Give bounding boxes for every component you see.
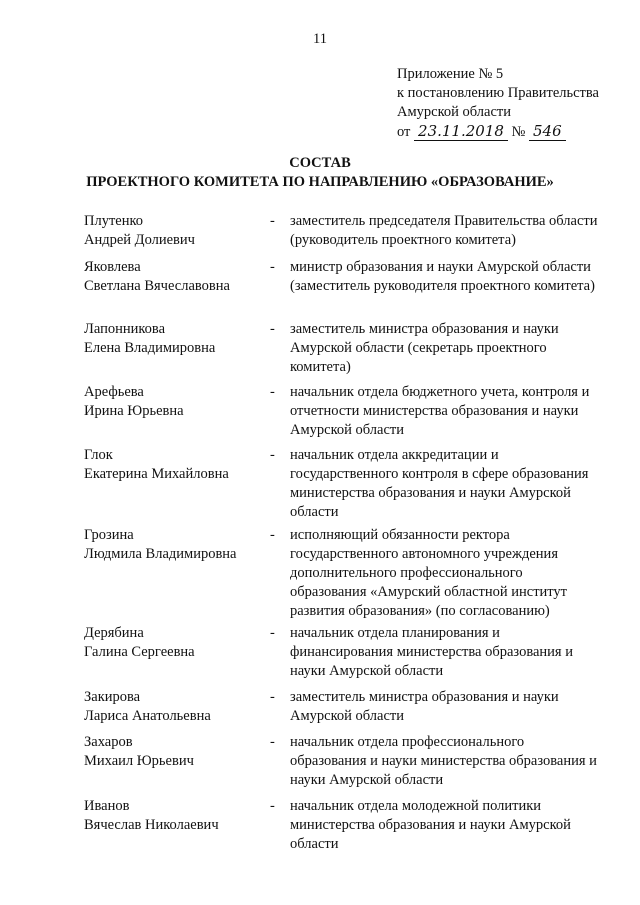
dash-separator: - bbox=[270, 447, 275, 463]
handwritten-date: 23.11.2018 bbox=[414, 122, 508, 141]
dash-separator: - bbox=[270, 259, 275, 275]
title-line-2: ПРОЕКТНОГО КОМИТЕТА ПО НАПРАВЛЕНИЮ «ОБРАЗОВАНИЕ» bbox=[86, 174, 554, 190]
member-role: начальник отдела профессионального образования и науки министерства образования и науки Амурской области bbox=[290, 734, 597, 788]
member-given-names: Лариса Анатольевна bbox=[84, 708, 211, 724]
dash-separator: - bbox=[270, 384, 275, 400]
member-name bbox=[84, 383, 259, 421]
appendix-line-3: Амурской области bbox=[397, 104, 511, 120]
member-role: заместитель министра образования и науки Амурской области (секретарь проектного комитета) bbox=[290, 321, 559, 375]
member-role: министр образования и науки Амурской области (заместитель руководителя проектного комитета) bbox=[290, 259, 595, 294]
member-role: начальник отдела аккредитации и государственного контроля в сфере образования министерства образования и науки Амурской области bbox=[290, 447, 589, 520]
member-given-names: Андрей Долиевич bbox=[84, 232, 195, 248]
date-prefix: от bbox=[397, 124, 411, 140]
member-surname: Плутенко bbox=[84, 213, 144, 229]
member-surname: Иванов bbox=[84, 798, 130, 814]
member-name bbox=[84, 212, 259, 250]
member-role: начальник отдела молодежной политики министерства образования и науки Амурской области bbox=[290, 798, 571, 852]
member-surname: Лапонникова bbox=[84, 321, 166, 337]
dash-separator: - bbox=[270, 798, 275, 814]
member-given-names: Елена Владимировна bbox=[84, 340, 216, 356]
member-surname: Арефьева bbox=[84, 384, 144, 400]
member-surname: Захаров bbox=[84, 734, 133, 750]
member-name bbox=[84, 320, 259, 358]
member-name bbox=[84, 526, 259, 564]
dash-separator: - bbox=[270, 734, 275, 750]
dash-separator: - bbox=[270, 321, 275, 337]
member-surname: Яковлева bbox=[84, 259, 141, 275]
member-given-names: Екатерина Михайловна bbox=[84, 466, 229, 482]
member-surname: Глок bbox=[84, 447, 113, 463]
member-given-names: Ирина Юрьевна bbox=[84, 403, 184, 419]
member-role: начальник отдела планирования и финансирования министерства образования и науки Амурской области bbox=[290, 625, 573, 679]
appendix-line-1: Приложение № 5 bbox=[397, 66, 504, 82]
document-title bbox=[0, 154, 640, 192]
appendix-line-2: к постановлению Правительства bbox=[397, 85, 599, 101]
member-role: заместитель председателя Правительства области (руководитель проектного комитета) bbox=[290, 213, 598, 248]
title-line-1: СОСТАВ bbox=[289, 155, 351, 171]
appendix-date-line bbox=[397, 122, 637, 141]
member-name bbox=[84, 258, 259, 296]
member-surname: Грозина bbox=[84, 527, 134, 543]
member-surname: Закирова bbox=[84, 689, 141, 705]
member-role: начальник отдела бюджетного учета, контроля и отчетности министерства образования и науки Амурской области bbox=[290, 384, 590, 438]
member-role: заместитель министра образования и науки Амурской области bbox=[290, 689, 559, 724]
page-number: 11 bbox=[313, 31, 327, 47]
member-surname: Дерябина bbox=[84, 625, 144, 641]
member-given-names: Светлана Вячеславовна bbox=[84, 278, 230, 294]
dash-separator: - bbox=[270, 625, 275, 641]
member-given-names: Галина Сергеевна bbox=[84, 644, 195, 660]
dash-separator: - bbox=[270, 213, 275, 229]
member-given-names: Людмила Владимировна bbox=[84, 546, 237, 562]
member-given-names: Вячеслав Николаевич bbox=[84, 817, 219, 833]
handwritten-number: 546 bbox=[529, 122, 566, 141]
appendix-block bbox=[397, 65, 637, 141]
member-name bbox=[84, 688, 259, 726]
number-prefix: № bbox=[511, 124, 526, 140]
member-name bbox=[84, 733, 259, 771]
member-name bbox=[84, 624, 259, 662]
member-name bbox=[84, 797, 259, 835]
dash-separator: - bbox=[270, 689, 275, 705]
dash-separator: - bbox=[270, 527, 275, 543]
member-name bbox=[84, 446, 259, 484]
member-given-names: Михаил Юрьевич bbox=[84, 753, 194, 769]
member-role: исполняющий обязанности ректора государственного автономного учреждения дополнительного профессионального образования «Амурский областной институт развития образования» (по согласованию) bbox=[290, 527, 568, 619]
